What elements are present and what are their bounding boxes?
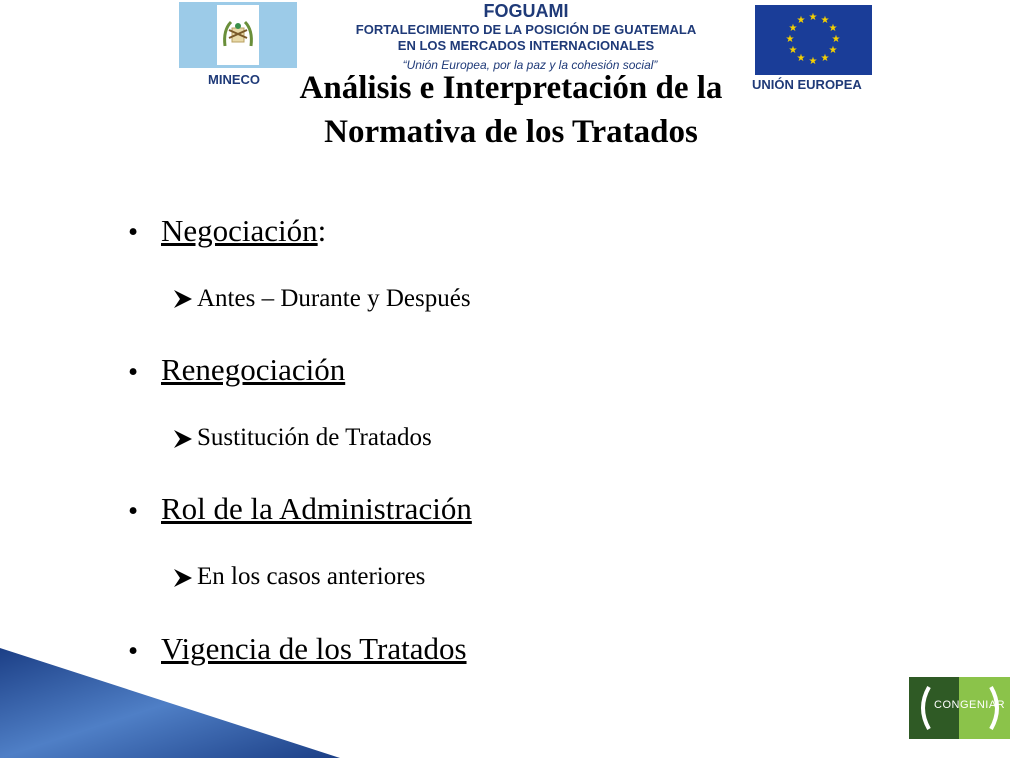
bullet-renegociacion: [161, 352, 345, 388]
bullet-dot: •: [128, 635, 139, 667]
svg-text:★: ★: [820, 53, 830, 64]
arrow-bullet-icon: [171, 287, 195, 316]
program-subtitle-line1: FORTALECIMIENTO DE LA POSICIÓN DE GUATEMALA: [355, 22, 697, 37]
program-subtitle-line2: EN LOS MERCADOS INTERNACIONALES: [397, 38, 655, 53]
bullet-dot: •: [128, 216, 139, 248]
bullet-negociacion: [161, 213, 326, 249]
sub-item: Sustitución de Tratados: [197, 424, 432, 451]
svg-text:★: ★: [808, 12, 818, 23]
sub-item: Antes – Durante y Después: [197, 285, 471, 312]
org-title: FOGUAMI: [483, 1, 569, 21]
bullet-rol-administracion: [161, 491, 472, 527]
congeniar-logo: [909, 677, 1010, 739]
svg-text:★: ★: [828, 45, 838, 56]
arrow-bullet-icon: [171, 566, 195, 595]
bullet-label: Rol de la Administración: [161, 491, 472, 526]
bullet-label: Negociación: [161, 213, 318, 248]
bullet-dot: •: [128, 495, 139, 527]
svg-text:★: ★: [788, 45, 798, 56]
coat-of-arms-icon: [221, 16, 255, 56]
svg-text:★: ★: [788, 23, 798, 34]
slogan: “Unión Europea, por la paz y la cohesión social”: [402, 58, 658, 72]
slide-title: [200, 66, 822, 154]
svg-text:★: ★: [808, 56, 818, 67]
logo-text: CONGENIAR: [934, 699, 1006, 711]
eu-stars-icon: [755, 5, 872, 75]
arrow-bullet-icon: [171, 427, 195, 456]
bullet-suffix: :: [317, 213, 327, 248]
bullet-dot: •: [128, 356, 139, 388]
sub-item: En los casos anteriores: [197, 563, 426, 590]
svg-text:★: ★: [820, 15, 830, 26]
bullet-label: Vigencia de los Tratados: [161, 631, 467, 666]
eu-label: UNIÓN EUROPEA: [752, 77, 862, 92]
svg-text:★: ★: [828, 23, 838, 34]
svg-text:★: ★: [831, 34, 841, 45]
decorative-wedge: [0, 648, 340, 758]
bullet-label: Renegociación: [161, 352, 346, 387]
slide-title-line1: Análisis e Interpretación de la: [299, 70, 723, 106]
svg-text:★: ★: [796, 15, 806, 26]
mineco-label: MINECO: [208, 72, 260, 87]
eu-flag-logo: [755, 5, 872, 75]
svg-text:★: ★: [796, 53, 806, 64]
guatemala-flag-logo: [179, 2, 297, 68]
svg-text:★: ★: [785, 34, 795, 45]
slide-title-line2: Normativa de los Tratados: [324, 114, 698, 150]
